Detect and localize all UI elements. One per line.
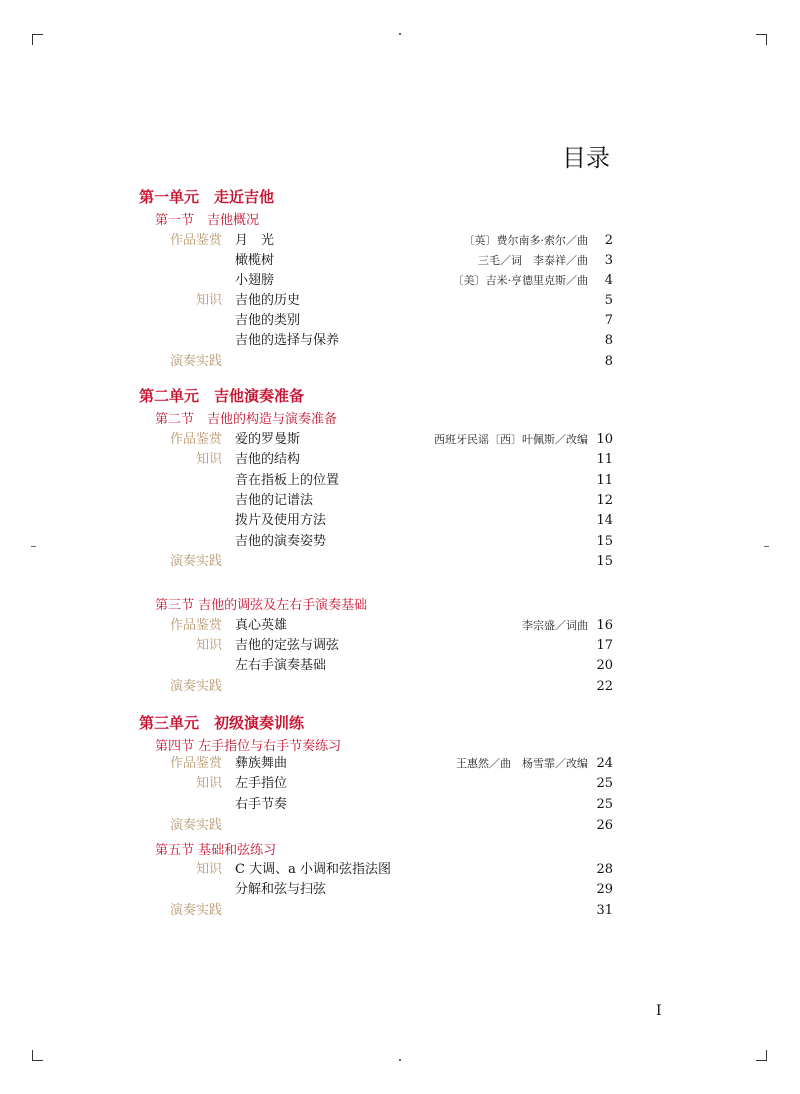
toc-entry-credit: 李宗盛／词曲 (522, 619, 588, 632)
toc-page-number: 10 (596, 432, 613, 447)
toc-category-label: 演奏实践 (169, 818, 222, 833)
toc-category-label: 知识 (195, 293, 222, 308)
toc-page-number: 16 (596, 618, 613, 633)
toc-entry-title[interactable]: 吉他的结构 (235, 452, 301, 467)
toc-entry-title[interactable]: 月 光 (235, 233, 275, 248)
toc-entry-title[interactable]: 吉他的选择与保养 (235, 333, 340, 348)
toc-page-number: 22 (596, 679, 613, 694)
toc-category-label: 演奏实践 (169, 354, 222, 369)
toc-page-number: 11 (596, 452, 613, 467)
toc-entry-title[interactable]: 真心英雄 (235, 618, 288, 633)
crop-mark-bottom-right (756, 1050, 767, 1061)
toc-category-label: 知识 (195, 862, 222, 877)
toc-category-label: 作品鉴赏 (169, 618, 222, 633)
toc-page-number: 20 (596, 658, 613, 673)
crop-mark-top-left (32, 34, 43, 45)
toc-entry-title[interactable]: 吉他的演奏姿势 (235, 534, 327, 549)
toc-page-number: 8 (604, 354, 613, 369)
toc-entry-title[interactable]: 左右手演奏基础 (235, 658, 327, 673)
page-title: 目录 (562, 144, 610, 172)
registration-dot-top (399, 33, 401, 35)
crop-mark-bottom-left (32, 1050, 43, 1061)
section-heading[interactable]: 第一节 吉他概况 (155, 213, 260, 228)
toc-page-number: 4 (604, 273, 613, 288)
toc-page-number: 25 (596, 776, 613, 791)
toc-entry-title[interactable]: 小翅膀 (235, 273, 275, 288)
toc-entry-title[interactable]: 吉他的记谱法 (235, 493, 314, 508)
toc-entry-title[interactable]: 音在指板上的位置 (235, 473, 340, 488)
toc-category-label: 演奏实践 (169, 554, 222, 569)
toc-page-number: 14 (596, 513, 613, 528)
toc-entry-title[interactable]: 橄榄树 (235, 253, 275, 268)
toc-category-label: 演奏实践 (169, 903, 222, 918)
unit-heading[interactable]: 第二单元 吉他演奏准备 (139, 387, 305, 405)
toc-entry-title[interactable]: 左手指位 (235, 776, 288, 791)
toc-page-number: 24 (596, 756, 613, 771)
toc-page-number: 7 (604, 313, 613, 328)
toc-entry-credit: 王惠然／曲 杨雪霏／改编 (456, 757, 588, 770)
toc-page-number: 11 (596, 473, 613, 488)
toc-category-label: 作品鉴赏 (169, 756, 222, 771)
crop-mark-top-right (756, 34, 767, 45)
toc-entry-title[interactable]: 拨片及使用方法 (235, 513, 327, 528)
toc-page-number: 3 (604, 253, 613, 268)
toc-entry-title[interactable]: 吉他的类别 (235, 313, 301, 328)
toc-entry-title[interactable]: 吉他的定弦与调弦 (235, 638, 340, 653)
toc-category-label: 演奏实践 (169, 679, 222, 694)
toc-entry-credit: 〔美〕吉米·亨德里克斯／曲 (452, 274, 588, 287)
toc-page-number: 2 (604, 233, 613, 248)
toc-entry-title[interactable]: 右手节奏 (235, 797, 288, 812)
toc-entry-credit: 西班牙民谣〔西〕叶佩斯／改编 (434, 433, 588, 446)
toc-page-number: 28 (596, 862, 613, 877)
toc-page-number: 15 (596, 554, 613, 569)
toc-category-label: 知识 (195, 638, 222, 653)
toc-page-number: 5 (604, 293, 613, 308)
toc-page-number: 25 (596, 797, 613, 812)
toc-page-number: 15 (596, 534, 613, 549)
toc-page-number: 26 (596, 818, 613, 833)
toc-category-label: 作品鉴赏 (169, 233, 222, 248)
section-heading[interactable]: 第三节 吉他的调弦及左右手演奏基础 (155, 598, 368, 613)
toc-entry-credit: 〔英〕费尔南多·索尔／曲 (463, 234, 588, 247)
toc-category-label: 知识 (195, 452, 222, 467)
toc-entry-title[interactable]: 彝族舞曲 (235, 756, 288, 771)
toc-page-number: 29 (596, 882, 613, 897)
section-heading[interactable]: 第四节 左手指位与右手节奏练习 (155, 739, 342, 754)
toc-category-label: 作品鉴赏 (169, 432, 222, 447)
toc-entry-title[interactable]: C 大调、a 小调和弦指法图 (235, 862, 391, 877)
toc-entry-title[interactable]: 爱的罗曼斯 (235, 432, 301, 447)
section-heading[interactable]: 第五节 基础和弦练习 (155, 843, 277, 858)
registration-dash-left (31, 546, 36, 547)
toc-page-number: 12 (596, 493, 613, 508)
registration-dot-bottom (399, 1059, 401, 1061)
toc-entry-credit: 三毛／词 李泰祥／曲 (478, 254, 588, 267)
unit-heading[interactable]: 第三单元 初级演奏训练 (139, 714, 305, 732)
toc-page-number: 17 (596, 638, 613, 653)
toc-page-number: 31 (596, 903, 613, 918)
registration-dash-right (764, 546, 769, 547)
unit-heading[interactable]: 第一单元 走近吉他 (139, 188, 275, 206)
section-heading[interactable]: 第二节 吉他的构造与演奏准备 (155, 412, 338, 427)
toc-category-label: 知识 (195, 776, 222, 791)
toc-page-number: 8 (604, 333, 613, 348)
toc-entry-title[interactable]: 分解和弦与扫弦 (235, 882, 327, 897)
toc-entry-title[interactable]: 吉他的历史 (235, 293, 301, 308)
page-folio: I (656, 1003, 662, 1019)
